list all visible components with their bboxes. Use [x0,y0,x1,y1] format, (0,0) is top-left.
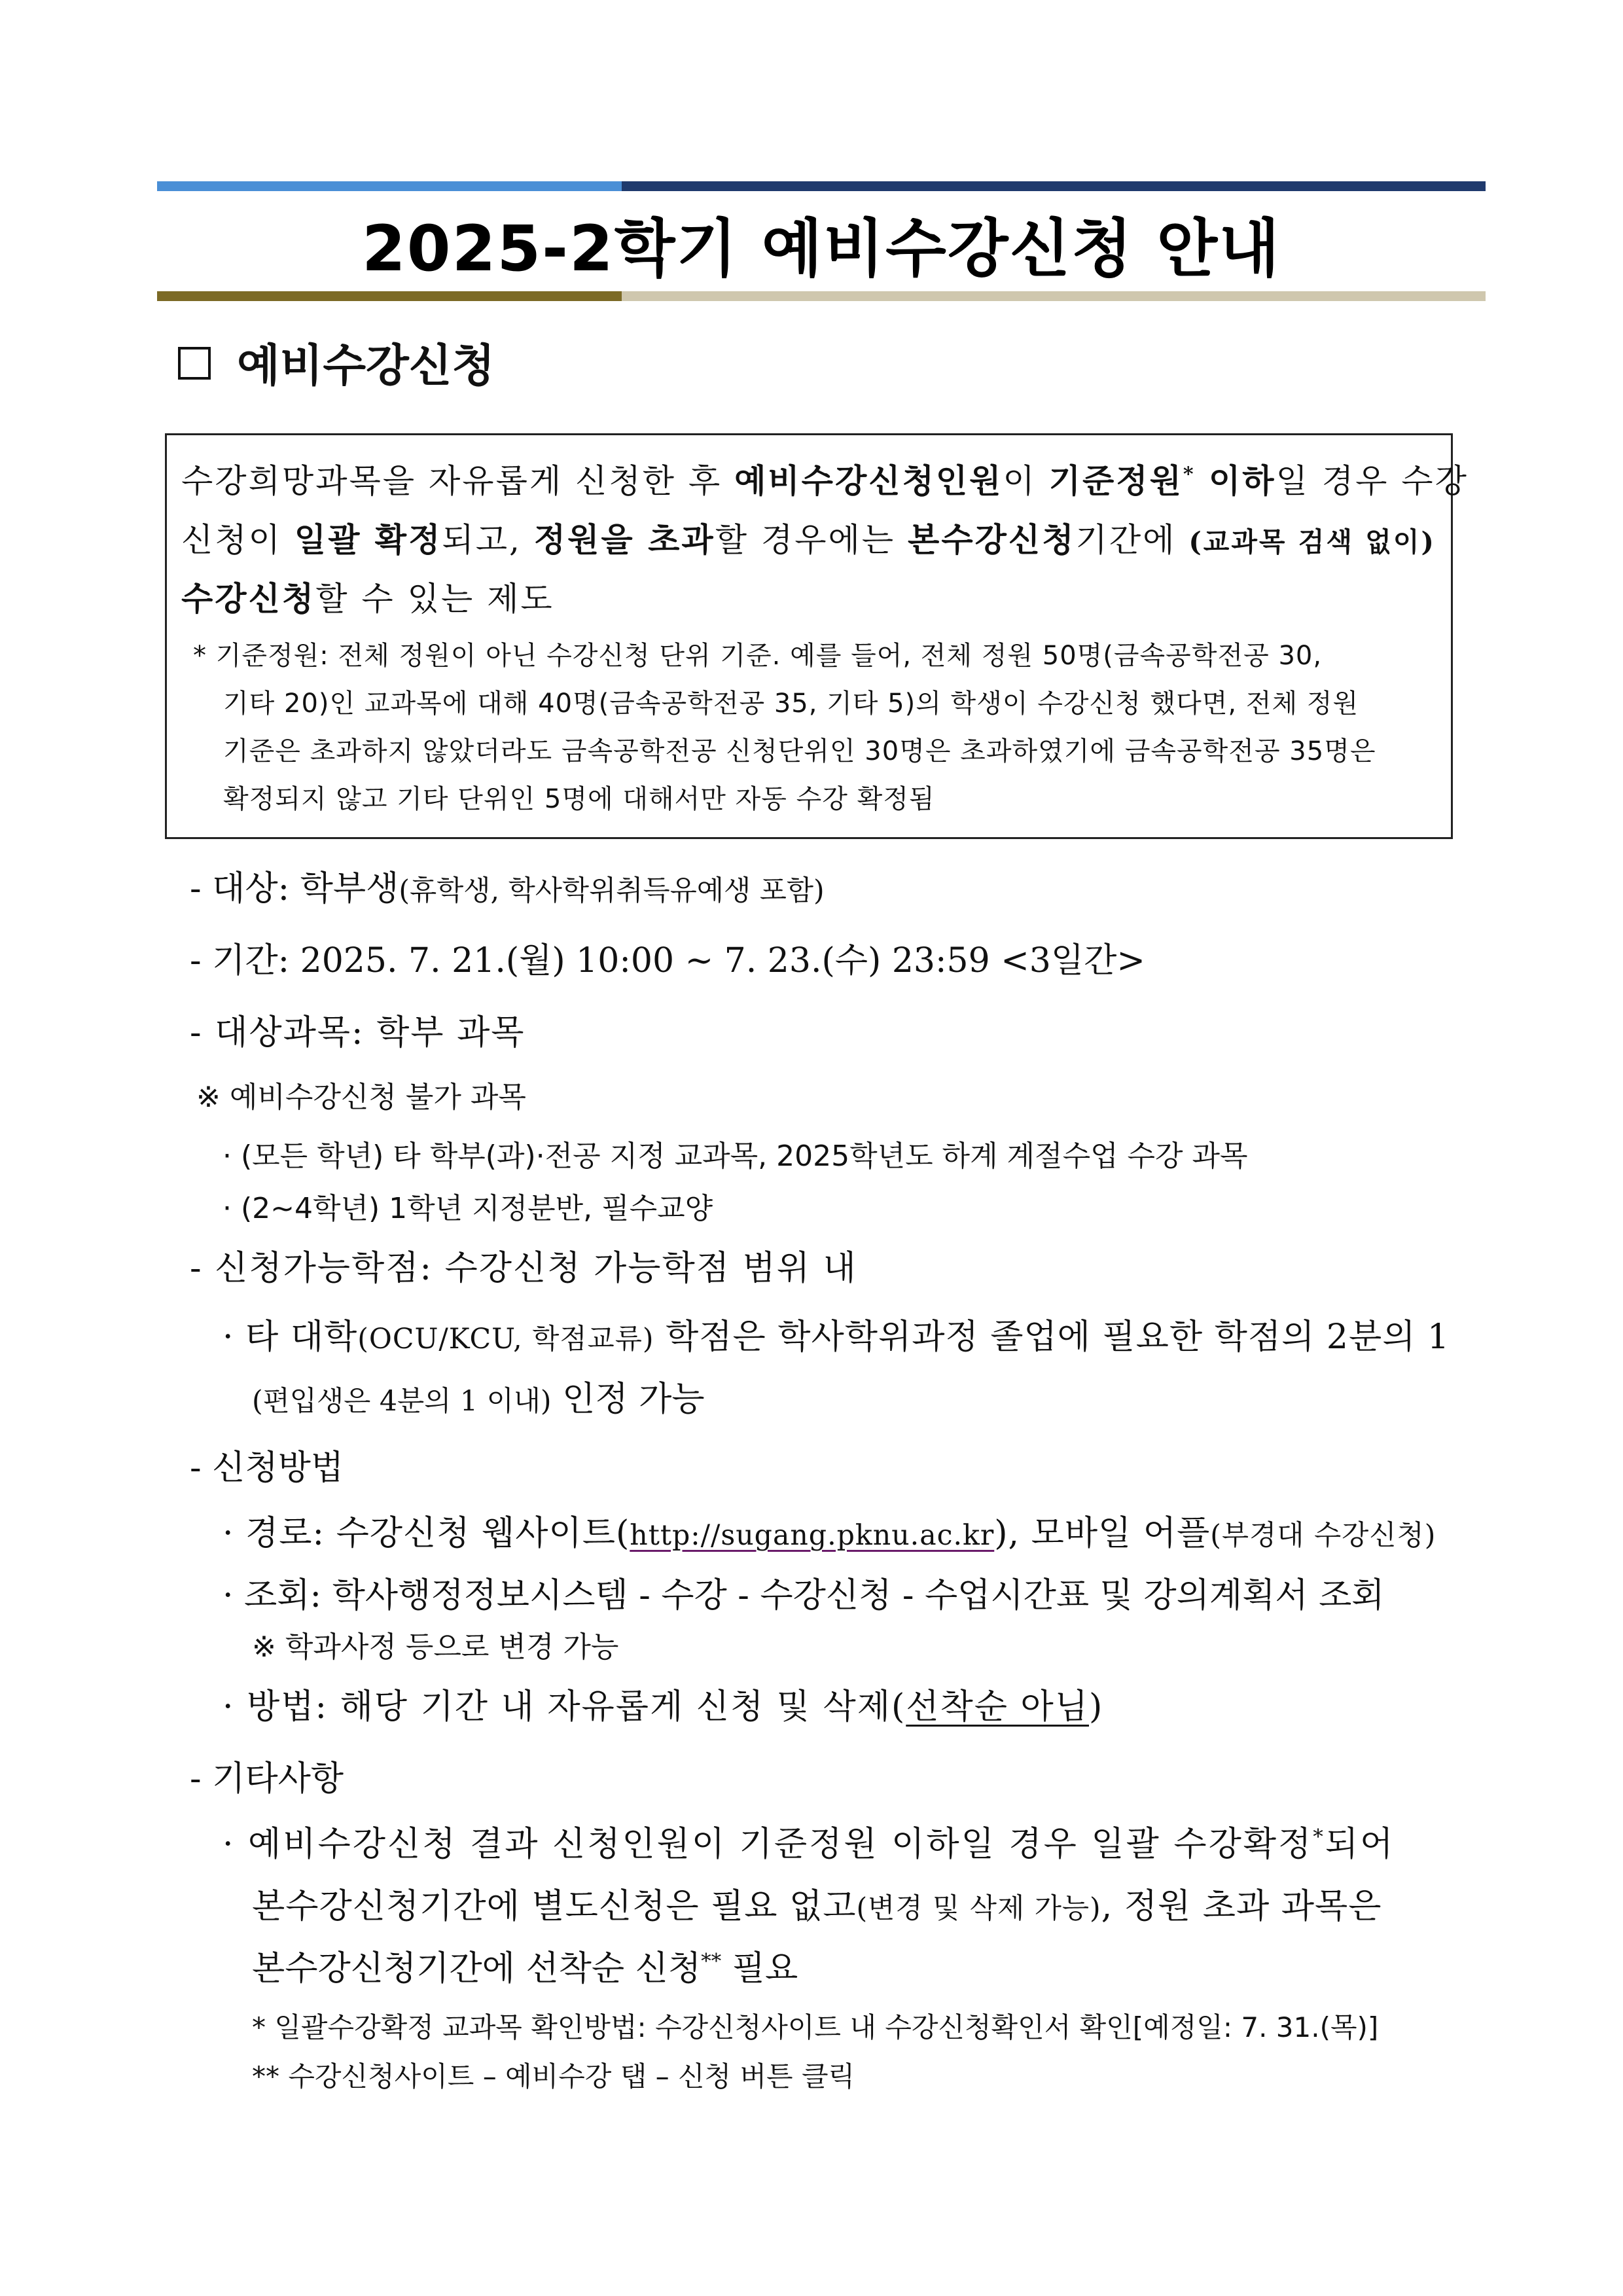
etc-line-3: 본수강신청기간에 선착순 신청** 필요 [252,1949,798,1988]
top-bar-right [622,181,1486,191]
excluded-line-1: · (모든 학년) 타 학부(과)·전공 지정 교과목, 2025학년도 하계 계절수업 수강 과목 [223,1139,1248,1173]
top-bar-left [157,181,622,191]
definition-line-1: 수강희망과목을 자유롭게 신청한 후 예비수강신청인원이 기준정원* 이하일 경우 수강 [181,461,1469,500]
etc-note-2: ** 수강신청사이트 – 예비수강 탭 – 신청 버튼 클릭 [252,2060,855,2092]
bottom-bar-left [157,291,622,301]
credits-line-2: (편입생은 4분의 1 이내) 인정 가능 [252,1380,705,1419]
definition-box [165,433,1469,839]
definition-note-line-3: 기준은 초과하지 않았더라도 금속공학전공 신청단위인 30명은 초과하였기에 금속공학전공 35명은 [223,736,1376,766]
etc-heading: - 기타사항 [190,1759,344,1799]
target-item: - 대상: 학부생(휴학생, 학사학위취득유예생 포함) [190,869,825,908]
credits-heading: - 신청가능학점: 수강신청 가능학점 범위 내 [190,1249,857,1288]
credits-line-1: · 타 대학(OCU/KCU, 학점교류) 학점은 학사학위과정 졸업에 필요한 학점의 2분의 1 [223,1318,1450,1357]
definition-note-line-4: 확정되지 않고 기타 단위인 5명에 대해서만 자동 수강 확정됨 [223,784,935,814]
section-heading-text: 예비수강신청 [237,340,495,392]
sugang-website-link[interactable]: http://sugang.pknu.ac.kr [630,1519,995,1552]
etc-line-2: 본수강신청기간에 별도신청은 필요 없고(변경 및 삭제 가능), 정원 초과 과목은 [252,1887,1382,1926]
definition-note-line-2: 기타 20)인 교과목에 대해 40명(금속공학전공 35, 기타 5)의 학생이 수강신청 했다면, 전체 정원 [223,689,1359,719]
excluded-line-2: · (2~4학년) 1학년 지정분반, 필수교양 [223,1192,713,1225]
method-lookup-note: ※ 학과사정 등으로 변경 가능 [252,1630,619,1664]
bottom-bar-right [622,291,1486,301]
definition-line-2: 신청이 일괄 확정되고, 정원을 초과할 경우에는 본수강신청기간에 (교과목 검색 없이) [181,520,1436,559]
excluded-heading: ※ 예비수강신청 불가 과목 [196,1081,526,1114]
etc-line-1: · 예비수강신청 결과 신청인원이 기준정원 이하일 경우 일괄 수강확정*되어 [223,1825,1395,1864]
etc-note-1: * 일괄수강확정 교과목 확인방법: 수강신청사이트 내 수강신청확인서 확인[예정일: 7. 31.(목)] [252,2011,1379,2043]
method-heading: - 신청방법 [190,1448,344,1488]
method-lookup: · 조회: 학사행정정보시스템 - 수강 - 수강신청 - 수업시간표 및 강의계획서 조회 [223,1576,1385,1615]
checkbox-icon [178,347,211,380]
method-route: · 경로: 수강신청 웹사이트(http://sugang.pknu.ac.kr), 모바일 어플(부경대 수강신청) [223,1514,1436,1553]
page-title: 2025-2학기 예비수강신청 안내 [361,212,1281,285]
section-heading [178,334,495,399]
definition-note-line-1: * 기준정원: 전체 정원이 아닌 수강신청 단위 기준. 예를 들어, 전체 정원 50명(금속공학전공 30, [193,641,1323,671]
method-how: · 방법: 해당 기간 내 자유롭게 신청 및 삭제(선착순 아님) [223,1687,1104,1727]
courses-item: - 대상과목: 학부 과목 [190,1013,526,1052]
period-item: - 기간: 2025. 7. 21.(월) 10:00 ~ 7. 23.(수) 23:59 <3일간> [190,941,1145,980]
definition-line-3: 수강신청할 수 있는 제도 [181,579,554,618]
